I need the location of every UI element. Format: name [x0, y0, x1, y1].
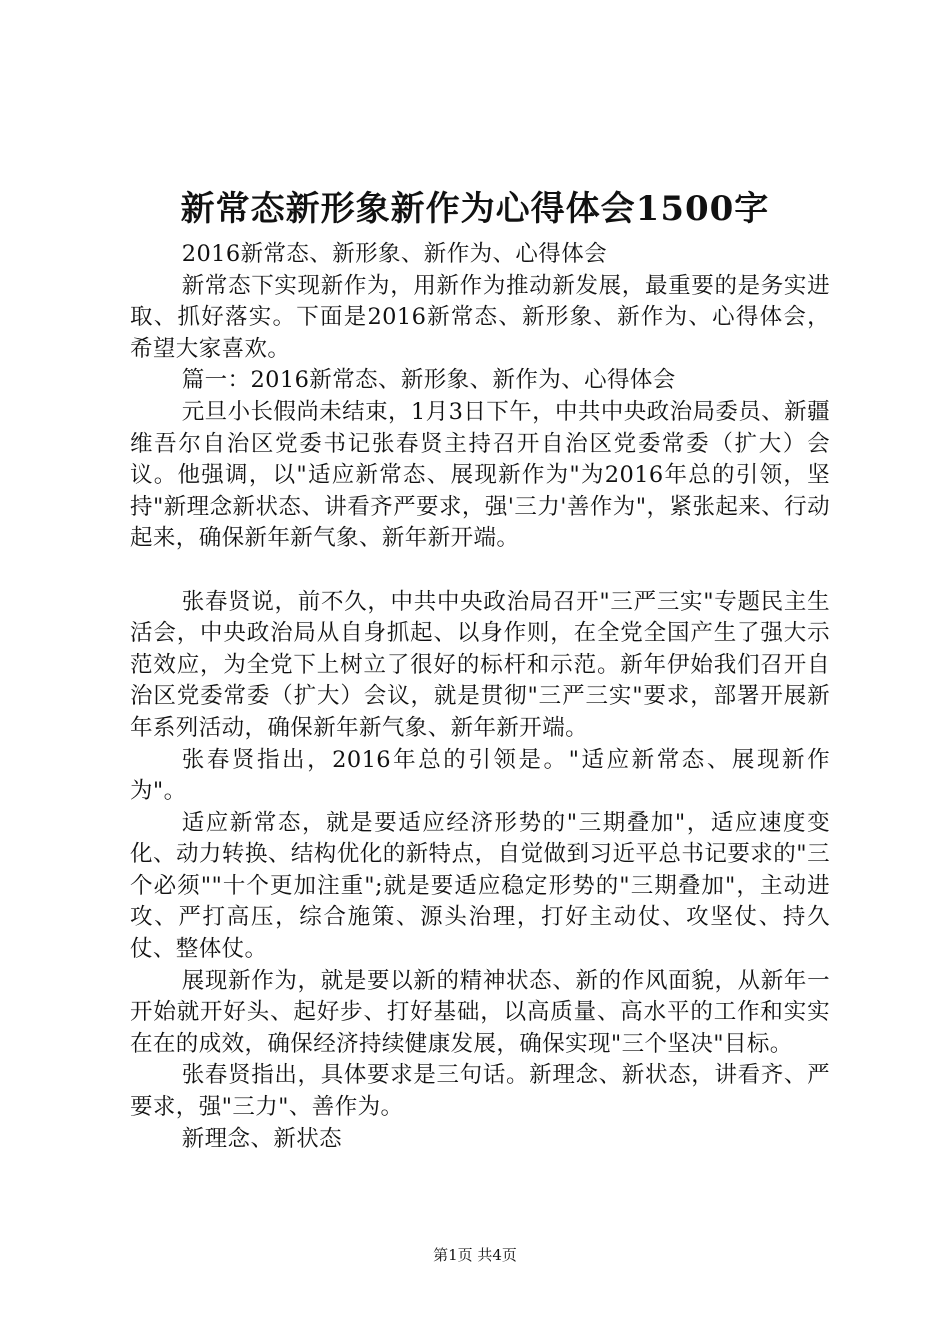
paragraph: 张春贤说，前不久，中共中央政治局召开"三严三实"专题民主生活会，中央政治局从自身抓起、以身作则，在全党全国产生了强大示范效应，为全党下上树立了很好的标杆和示范。新年伊始我们召开自治区党委常委（扩大）会议，就是贯彻"三严三实"要求，部署开展新年系列活动，确保新年新气象、新年新开端。: [130, 588, 830, 741]
paragraph: 展现新作为，就是要以新的精神状态、新的作风面貌，从新年一开始就开好头、起好步、打好基础，以高质量、高水平的工作和实实在在的成效，确保经济持续健康发展，确保实现"三个坚决"目标。: [130, 967, 830, 1057]
paragraph-spacer: [130, 555, 830, 587]
paragraph: 张春贤指出，2016年总的引领是。"适应新常态、展现新作为"。: [130, 746, 830, 805]
document-title: 新常态新形象新作为心得体会1500字: [180, 189, 770, 229]
paragraph: 篇一：2016新常态、新形象、新作为、心得体会: [181, 367, 676, 394]
document-body: [130, 239, 830, 1155]
paragraph: 元旦小长假尚未结束，1月3日下午，中共中央政治局委员、新疆维吾尔自治区党委书记张春贤主持召开自治区党委常委（扩大）会议。他强调，以"适应新常态、展现新作为"为2016年总的引领，坚持"新理念新状态、讲看齐严要求，强'三力'善作为"，紧张起来、行动起来，确保新年新气象、新年新开端。: [130, 398, 830, 552]
paragraph: 2016新常态、新形象、新作为、心得体会: [181, 241, 608, 267]
paragraph: 适应新常态，就是要适应经济形势的"三期叠加"，适应速度变化、动力转换、结构优化的新特点，自觉做到习近平总书记要求的"三个必须""十个更加注重";就是要适应稳定形势的"三期叠加"，主动进攻、严打高压，综合施策、源头治理，打好主动仗、攻坚仗、持久仗、整体仗。: [130, 809, 830, 963]
paragraph: 新常态下实现新作为，用新作为推动新发展，最重要的是务实进取、抓好落实。下面是2016新常态、新形象、新作为、心得体会，希望大家喜欢。: [130, 272, 830, 362]
paragraph: 张春贤指出，具体要求是三句话。新理念、新状态，讲看齐、严要求，强"三力"、善作为。: [130, 1062, 830, 1121]
paragraph: 新理念、新状态: [181, 1125, 343, 1152]
page-number-footer: 第1页 共4页: [433, 1246, 517, 1264]
